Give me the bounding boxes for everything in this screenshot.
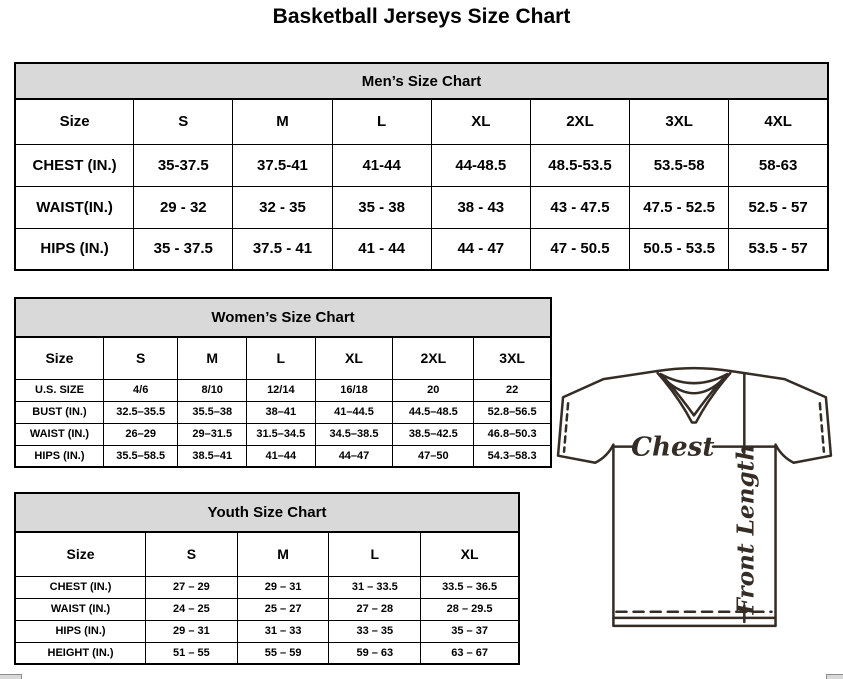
size-value-cell: 34.5–38.5 [315,423,393,445]
column-header: S [134,99,233,144]
size-value-cell: 52.5 - 57 [729,186,828,228]
column-header: XL [431,99,530,144]
size-value-cell: 41 - 44 [332,228,431,270]
womens-size-table [14,336,552,468]
row-label: U.S. SIZE [15,379,103,401]
size-value-cell: 35 - 37.5 [134,228,233,270]
jersey-measurement-diagram [556,364,842,636]
size-header-row [15,337,551,379]
womens-section-header: Women’s Size Chart [14,297,552,338]
size-value-cell: 44-48.5 [431,144,530,186]
size-value-cell: 41-44 [332,144,431,186]
size-value-cell: 55 – 59 [237,642,329,664]
size-value-cell: 54.3–58.3 [474,445,551,467]
row-label: HIPS (IN.) [15,620,146,642]
size-value-cell: 26–29 [103,423,178,445]
column-header: M [233,99,332,144]
table-row [15,186,828,228]
column-header: L [329,532,421,576]
size-value-cell: 50.5 - 53.5 [630,228,729,270]
size-value-cell: 29 – 31 [237,576,329,598]
size-value-cell: 41–44.5 [315,401,393,423]
table-row [15,401,551,423]
table-row [15,228,828,270]
column-header: L [247,337,316,379]
size-value-cell: 38 - 43 [431,186,530,228]
size-header-row [15,99,828,144]
size-value-cell: 38.5–41 [178,445,247,467]
row-label: CHEST (IN.) [15,576,146,598]
size-value-cell: 20 [393,379,474,401]
size-value-cell: 29 - 32 [134,186,233,228]
table-row [15,144,828,186]
column-header: S [103,337,178,379]
size-value-cell: 25 – 27 [237,598,329,620]
jersey-diagram-svg [556,364,842,636]
size-value-cell: 12/14 [247,379,316,401]
size-value-cell: 31 – 33 [237,620,329,642]
row-label: BUST (IN.) [15,401,103,423]
size-value-cell: 31 – 33.5 [329,576,421,598]
column-header: M [237,532,329,576]
size-value-cell: 37.5-41 [233,144,332,186]
size-value-cell: 32.5–35.5 [103,401,178,423]
size-value-cell: 16/18 [315,379,393,401]
size-value-cell: 53.5-58 [630,144,729,186]
size-value-cell: 27 – 29 [146,576,238,598]
size-value-cell: 52.8–56.5 [474,401,551,423]
size-value-cell: 47–50 [393,445,474,467]
column-header: 2XL [530,99,629,144]
size-value-cell: 37.5 - 41 [233,228,332,270]
cropped-fragment-bottom-left [0,674,22,679]
size-value-cell: 35 – 37 [421,620,519,642]
size-value-cell: 53.5 - 57 [729,228,828,270]
size-value-cell: 35.5–58.5 [103,445,178,467]
size-value-cell: 38.5–42.5 [393,423,474,445]
size-value-cell: 4/6 [103,379,178,401]
size-value-cell: 47.5 - 52.5 [630,186,729,228]
row-label: HIPS (IN.) [15,445,103,467]
table-row [15,642,519,664]
column-header: 4XL [729,99,828,144]
row-label: HIPS (IN.) [15,228,134,270]
size-value-cell: 44 - 47 [431,228,530,270]
page-title: Basketball Jerseys Size Chart [272,5,571,28]
jersey-outline [558,368,831,626]
table-row [15,576,519,598]
size-value-cell: 46.8–50.3 [474,423,551,445]
size-value-cell: 31.5–34.5 [247,423,316,445]
column-header: XL [315,337,393,379]
row-label: WAIST (IN.) [15,598,146,620]
size-value-cell: 8/10 [178,379,247,401]
size-value-cell: 41–44 [247,445,316,467]
size-value-cell: 35-37.5 [134,144,233,186]
column-header: M [178,337,247,379]
column-header: 3XL [474,337,551,379]
size-value-cell: 33.5 – 36.5 [421,576,519,598]
table-row [15,423,551,445]
size-value-cell: 22 [474,379,551,401]
table-row [15,379,551,401]
column-header: Size [15,532,146,576]
size-value-cell: 63 – 67 [421,642,519,664]
youth-size-table [14,531,520,665]
size-value-cell: 24 – 25 [146,598,238,620]
mens-section-header: Men’s Size Chart [14,62,829,100]
youth-size-chart-section [14,492,520,665]
mens-size-chart-section [14,62,829,271]
row-label: CHEST (IN.) [15,144,134,186]
size-value-cell: 51 – 55 [146,642,238,664]
front-length-label: Front Length [732,443,760,615]
table-row [15,620,519,642]
table-row [15,598,519,620]
size-value-cell: 44.5–48.5 [393,401,474,423]
size-value-cell: 47 - 50.5 [530,228,629,270]
size-value-cell: 27 – 28 [329,598,421,620]
size-value-cell: 43 - 47.5 [530,186,629,228]
size-value-cell: 29–31.5 [178,423,247,445]
size-value-cell: 33 – 35 [329,620,421,642]
size-value-cell: 35 - 38 [332,186,431,228]
size-value-cell: 38–41 [247,401,316,423]
column-header: Size [15,337,103,379]
mens-size-table [14,98,829,271]
column-header: XL [421,532,519,576]
column-header: 3XL [630,99,729,144]
size-value-cell: 32 - 35 [233,186,332,228]
column-header: Size [15,99,134,144]
row-label: WAIST(IN.) [15,186,134,228]
column-header: S [146,532,238,576]
size-value-cell: 44–47 [315,445,393,467]
row-label: HEIGHT (IN.) [15,642,146,664]
youth-section-header: Youth Size Chart [14,492,520,533]
cropped-fragment-bottom-right [826,674,843,679]
size-value-cell: 35.5–38 [178,401,247,423]
row-label: WAIST (IN.) [15,423,103,445]
size-value-cell: 48.5-53.5 [530,144,629,186]
size-header-row [15,532,519,576]
column-header: L [332,99,431,144]
table-row [15,445,551,467]
size-value-cell: 29 – 31 [146,620,238,642]
column-header: 2XL [393,337,474,379]
size-value-cell: 58-63 [729,144,828,186]
chest-label: Chest [631,431,715,463]
size-value-cell: 28 – 29.5 [421,598,519,620]
womens-size-chart-section [14,297,552,468]
size-value-cell: 59 – 63 [329,642,421,664]
